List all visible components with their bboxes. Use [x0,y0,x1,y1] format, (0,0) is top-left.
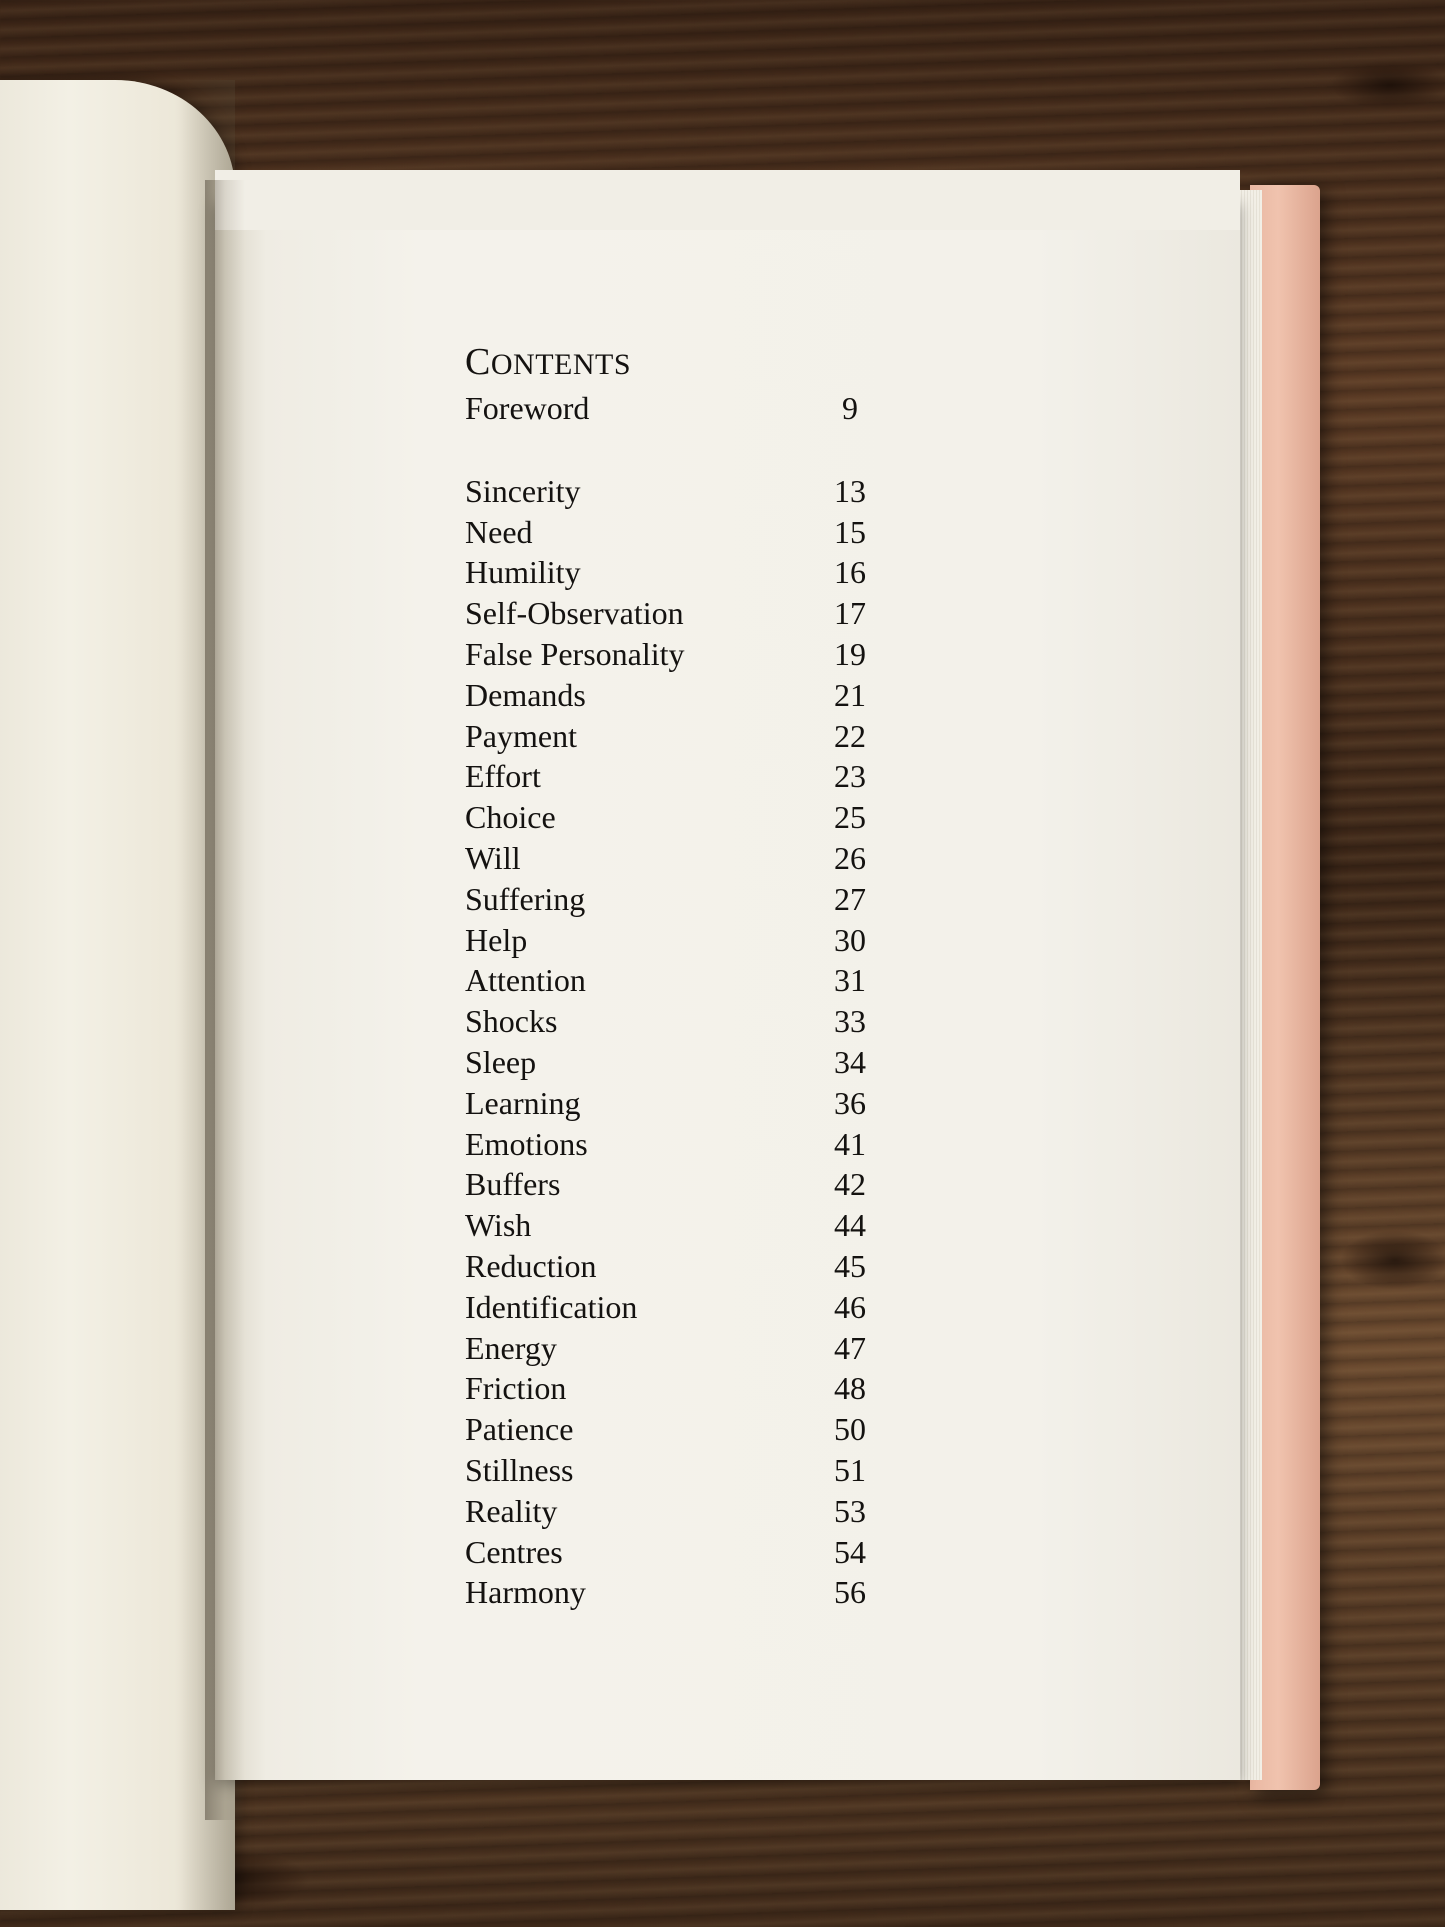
toc-entry-page: 9 [842,390,858,426]
toc-entry-page: 22 [834,717,866,754]
section-gap [465,429,885,471]
toc-entry-label: Choice [465,799,556,836]
toc-entry-page: 46 [834,1288,866,1325]
toc-entry [465,1287,885,1328]
toc-entry [465,552,885,593]
toc-entry [465,1532,885,1573]
toc-entry-label: Suffering [465,880,586,917]
toc-entry-label: False Personality [465,635,685,672]
toc-entry-label: Buffers [465,1166,561,1203]
toc-entry-page: 47 [834,1329,866,1366]
toc-entry-page: 45 [834,1247,866,1284]
toc-entry-page: 16 [834,554,866,591]
toc-entry-page: 34 [834,1043,866,1080]
toc-entry-page: 31 [834,962,866,999]
toc-entry [465,838,885,879]
toc-entry-label: Payment [465,717,577,754]
toc-entry-label: Sincerity [465,472,581,509]
toc-entry-label: Friction [465,1370,567,1407]
toc-entry-page: 17 [834,595,866,632]
toc-entry [465,797,885,838]
toc-entry-label: Stillness [465,1451,574,1488]
toc-entry-page: 56 [834,1574,866,1611]
toc-entry [465,593,885,634]
toc-entry [465,1409,885,1450]
toc-entry-label: Identification [465,1288,638,1325]
toc-entry [465,471,885,512]
toc-entry-label: Will [465,839,521,876]
contents-heading: CONTENTS [465,341,632,383]
toc-entry-label: Need [465,513,533,550]
toc-entry-page: 15 [834,513,866,550]
toc-entry-page: 42 [834,1166,866,1203]
toc-entry-label: Shocks [465,1003,558,1040]
toc-entry [465,1246,885,1287]
toc-entry-page: 30 [834,921,866,958]
toc-entry-page: 48 [834,1370,866,1407]
toc-entry-label: Harmony [465,1574,586,1611]
toc-entry-label: Help [465,921,528,958]
toc-entry [465,512,885,553]
toc-entry-label: Sleep [465,1043,537,1080]
toc-entry [465,1205,885,1246]
toc-entry [465,1164,885,1205]
left-page [0,80,235,1910]
toc-entry-page: 25 [834,799,866,836]
toc-entry-label: Foreword [465,390,590,426]
toc-entry [465,879,885,920]
toc-entry [465,960,885,1001]
toc-entry-label: Demands [465,676,586,713]
toc-entry-label: Energy [465,1329,557,1366]
toc-entry-label: Emotions [465,1125,588,1162]
toc-entry-foreword [465,388,885,429]
toc-entry-label: Effort [465,758,541,795]
toc-entry-page: 13 [834,472,866,509]
toc-entry-label: Self-Observation [465,595,684,632]
toc-entry-label: Humility [465,554,581,591]
toc-entry-label: Attention [465,962,586,999]
toc-entry-label: Wish [465,1207,532,1244]
toc-entry [465,1368,885,1409]
toc-entry [465,1491,885,1532]
toc-entry [465,1124,885,1165]
toc-entry-list [465,471,885,1613]
toc-entry [465,1450,885,1491]
toc-entry-label: Learning [465,1084,581,1121]
toc-entry-page: 53 [834,1492,866,1529]
toc-entry-page: 54 [834,1533,866,1570]
book-gutter [205,180,245,1820]
toc-entry-label: Centres [465,1533,563,1570]
toc-entry-page: 21 [834,676,866,713]
toc-entry-page: 44 [834,1207,866,1244]
toc-entry-page: 33 [834,1003,866,1040]
toc-entry-page: 27 [834,880,866,917]
toc-entry [465,1042,885,1083]
toc-entry-page: 23 [834,758,866,795]
toc-entry [465,1572,885,1613]
toc-entry-page: 41 [834,1125,866,1162]
toc-entry [465,716,885,757]
table-of-contents [465,340,885,1613]
toc-entry [465,920,885,961]
toc-entry [465,1001,885,1042]
toc-entry [465,1328,885,1369]
wood-knot [1340,1230,1445,1290]
toc-entry-page: 26 [834,839,866,876]
wood-knot [1330,60,1445,110]
toc-entry-page: 51 [834,1451,866,1488]
toc-entry-label: Patience [465,1411,574,1448]
toc-entry-page: 36 [834,1084,866,1121]
toc-entry [465,756,885,797]
toc-entry-page: 19 [834,635,866,672]
toc-entry [465,1083,885,1124]
toc-entry [465,675,885,716]
toc-entry-page: 50 [834,1411,866,1448]
toc-entry-label: Reality [465,1492,558,1529]
toc-entry-label: Reduction [465,1247,597,1284]
toc-entry [465,634,885,675]
